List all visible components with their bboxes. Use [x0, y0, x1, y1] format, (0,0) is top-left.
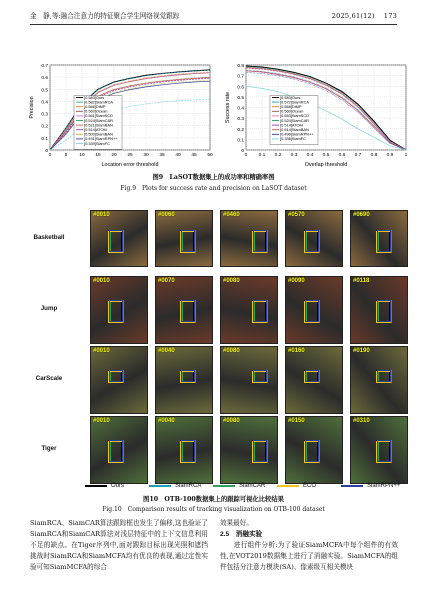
x-tick-label: 0.8 [370, 153, 378, 158]
x-tick-label: 10 [79, 153, 85, 158]
x-tick-label: 30 [143, 153, 149, 158]
body-right-intro: 效果最好。 [220, 519, 253, 527]
y-tick-label: 0.5 [41, 88, 48, 94]
figure9-caption-en: Fig.9 Plots for success rate and precision on LaSOT dataset [120, 185, 307, 192]
frame-number: #0040 [158, 348, 175, 354]
y-tick-label: 0.5 [237, 95, 244, 101]
body-left-column [30, 518, 208, 573]
frame-number: #0080 [223, 348, 240, 354]
legend-entry: [0.583]Ours [84, 94, 105, 100]
x-tick-label: 0.5 [322, 153, 330, 158]
tracking-frame [285, 416, 343, 484]
tracking-frame [90, 416, 148, 484]
success-plot [224, 62, 410, 170]
success-chart [224, 62, 410, 170]
x-tick-label: 5 [64, 153, 68, 158]
tracker-bounding-box [305, 230, 319, 252]
tracker-bounding-box [253, 370, 267, 382]
y-tick-label: 0.3 [41, 112, 48, 118]
x-tick-label: 0.2 [274, 153, 282, 158]
body-right-column [220, 518, 398, 573]
x-axis-label: Overlap threshold [304, 162, 348, 168]
frame-number: #0070 [158, 278, 175, 284]
tracker-bounding-box [253, 300, 267, 322]
tracking-frame [285, 346, 343, 414]
frame-number: #0160 [288, 348, 305, 354]
legend-entry: [0.583]Ours [280, 94, 301, 100]
x-tick-label: 40 [175, 153, 181, 158]
frame-number: #0090 [288, 278, 305, 284]
x-tick-label: 0.4 [306, 153, 314, 158]
figure9-caption-zh: 图9 LaSOT数据集上的成功率和精确率图 [152, 174, 275, 181]
legend-entry: [0.496]SiamRPN++ [280, 131, 314, 137]
legend-item [341, 483, 400, 489]
section-title-ablation: 2.5 消融实验 [220, 531, 263, 538]
tracker-bounding-box [181, 300, 195, 322]
figure9-caption [0, 172, 427, 198]
tracker-bounding-box [253, 230, 267, 252]
y-axis-label: Precision [29, 96, 35, 119]
legend-entry: [0.514]SiamBAN [280, 127, 309, 132]
frame-number: #0118 [353, 278, 370, 284]
y-tick-label: 0.4 [237, 106, 244, 112]
legend-swatch [341, 485, 363, 487]
y-tick-label: 0.2 [41, 124, 48, 130]
legend-label: SiamCAR [239, 483, 266, 489]
tracking-visualization-grid [10, 210, 417, 478]
running-header [30, 10, 397, 22]
tracker-bounding-box [377, 230, 391, 252]
header-rule [30, 24, 397, 25]
tracker-bounding-box [377, 440, 391, 462]
legend-entry: [0.491]SiamRPN++ [84, 136, 118, 142]
frame-number: #0040 [158, 418, 175, 424]
tracking-frame [220, 276, 278, 344]
legend-entry: [0.560]Ocean [84, 108, 108, 114]
frame-number: #0570 [288, 212, 305, 218]
sequence-label: Jump [40, 305, 58, 312]
tracking-frame [90, 276, 148, 344]
y-tick-label: 0.1 [237, 138, 244, 144]
y-tick-label: 0.7 [237, 74, 244, 80]
figure10-caption [0, 494, 427, 518]
tracking-frame [90, 346, 148, 414]
legend-label: SiamRPN++ [367, 483, 401, 489]
legend-entry: [0.572]SiamRCA [280, 99, 309, 105]
tracking-frame [155, 210, 213, 267]
tracking-frame [155, 276, 213, 344]
tracker-bounding-box [253, 440, 267, 462]
sequence-label: Basketball [33, 233, 65, 241]
y-tick-label: 0.2 [237, 127, 244, 133]
tracking-frame [220, 416, 278, 484]
tracking-frame [155, 346, 213, 414]
tracker-bounding-box [109, 440, 123, 462]
y-axis-label: Success rate [225, 91, 231, 124]
figure10-caption-zh: 图10 OTB-100数据集上的跟踪可视化比较结果 [143, 496, 284, 503]
x-tick-label: 20 [111, 153, 117, 158]
frame-number: #0080 [223, 418, 240, 424]
legend-label: Ours [111, 483, 125, 489]
body-left-paragraph: SiamRCA、SiamCAR算法跟踪框也发生了偏移,这也验证了SiamRCA和SiamCAR算法对浅层特征中的上下文信息利用不足的缺点。在Tiger序列中,面对跟踪目标出现光照和遮挡挑战时SiamRCA和SiamMCFA均有优良的表现,通过定性实验可知SiamMCFA的综合 [30, 519, 208, 571]
tracker-bounding-box [109, 300, 123, 322]
tracker-bounding-box [181, 370, 195, 382]
legend-swatch [213, 485, 235, 487]
legend-label: SiamRCA [175, 483, 202, 489]
x-tick-label: 50 [207, 153, 213, 158]
x-tick-label: 0.1 [258, 153, 266, 158]
legend-item [85, 483, 124, 489]
x-tick-label: 0.9 [386, 153, 394, 158]
tracking-frame [220, 346, 278, 414]
x-axis-label: Location error threshold [101, 162, 159, 168]
tracker-bounding-box [305, 370, 319, 382]
x-tick-label: 45 [191, 153, 197, 158]
tracking-frame [285, 210, 343, 267]
tracking-frame [220, 210, 278, 267]
legend-entry: [0.339]SiamFC [84, 140, 110, 146]
header-issue-page: 2025,61(12) 173 [331, 12, 397, 20]
tracking-frame [350, 416, 408, 484]
y-tick-label: 0.1 [41, 136, 48, 142]
y-tick-label: 0.6 [237, 85, 244, 91]
x-tick-label: 0.7 [354, 153, 362, 158]
x-tick-label: 0.3 [290, 153, 298, 158]
sequence-label: CarScale [35, 375, 63, 382]
tracking-frame [285, 276, 343, 344]
sequence-label: Tiger [41, 445, 57, 452]
frame-number: #0150 [288, 418, 305, 424]
tracker-bounding-box [109, 370, 123, 382]
tracker-bounding-box [377, 300, 391, 322]
tracking-frame [155, 416, 213, 484]
y-tick-label: 0.3 [237, 117, 244, 123]
y-tick-label: 0 [45, 149, 48, 154]
header-authors-title: 金 静,等:融合注意力的特征聚合学生网络视觉跟踪 [30, 12, 180, 20]
legend-item [149, 483, 201, 489]
legend-entry: [0.524]SiamCAR [280, 117, 309, 123]
tracker-bounding-box [305, 300, 319, 322]
y-tick-label: 0.7 [41, 64, 48, 69]
x-tick-label: 0.6 [338, 153, 346, 158]
frame-number: #0310 [353, 418, 370, 424]
x-tick-label: 25 [127, 153, 133, 158]
frame-number: #0010 [93, 418, 110, 424]
precision-chart [28, 62, 214, 170]
legend-item [213, 483, 265, 489]
frame-number: #0010 [93, 348, 110, 354]
figure10-caption-en: Fig.10 Comparison results of tracking visualization on OTB-100 dataset [102, 506, 325, 513]
x-tick-label: 0 [244, 153, 248, 158]
legend-entry: [0.524]SiamCAR [84, 117, 113, 123]
figure10-legend [85, 481, 405, 495]
legend-entry: [0.566]DiMP [84, 104, 106, 109]
legend-swatch [277, 485, 299, 487]
legend-entry: [0.514]ATOM [280, 122, 303, 128]
tracker-bounding-box [181, 440, 195, 462]
y-tick-label: 0 [241, 149, 244, 154]
frame-number: #0690 [353, 212, 370, 218]
tracker-bounding-box [181, 230, 195, 252]
x-tick-label: 15 [95, 153, 101, 158]
body-right-paragraph: 进行组件分析:为了验证SiamMCFA中每个组件的有效性,在VOT2019数据集上进行了消融实验。SiamMCFA的组件包括分注意力模块(SA)、像素级互相关模块 [220, 541, 398, 571]
legend-entry: [0.514]ATOM [84, 127, 107, 132]
legend-item [277, 483, 316, 489]
tracking-frame [350, 346, 408, 414]
tracking-frame [90, 210, 148, 267]
y-tick-label: 0.6 [41, 76, 48, 82]
legend-entry: [0.553]SiamSCD [280, 113, 309, 119]
tracker-bounding-box [109, 230, 123, 252]
legend-swatch [149, 485, 171, 487]
tracker-bounding-box [377, 370, 391, 382]
tracking-frame [350, 210, 408, 267]
frame-number: #0080 [223, 278, 240, 284]
x-tick-label: 35 [159, 153, 165, 158]
legend-entry: [0.568]DiMP [280, 104, 302, 109]
frame-number: #0060 [158, 212, 175, 218]
legend-label: ECO [303, 483, 317, 489]
legend-entry: [0.582]SiamRCA [84, 99, 113, 105]
legend-entry: [0.561]SiamSCD [84, 113, 113, 119]
y-tick-label: 0.4 [41, 100, 48, 106]
frame-number: #0010 [93, 212, 110, 218]
tracking-frame [350, 276, 408, 344]
frame-number: #0460 [223, 212, 240, 218]
frame-number: #0190 [353, 348, 370, 354]
x-tick-label: 1 [404, 153, 408, 158]
precision-plot [28, 62, 214, 170]
y-tick-label: 0.8 [237, 64, 244, 69]
frame-number: #0010 [93, 278, 110, 284]
legend-entry: [0.336]SiamFC [280, 136, 306, 142]
legend-entry: [0.500]SiamBAN [84, 131, 113, 137]
legend-entry: [0.560]Ocean [280, 108, 304, 114]
legend-entry: [0.521]SiamBAN [84, 122, 113, 128]
x-tick-label: 0 [48, 153, 52, 158]
tracker-bounding-box [305, 440, 319, 462]
legend-swatch [85, 485, 107, 487]
